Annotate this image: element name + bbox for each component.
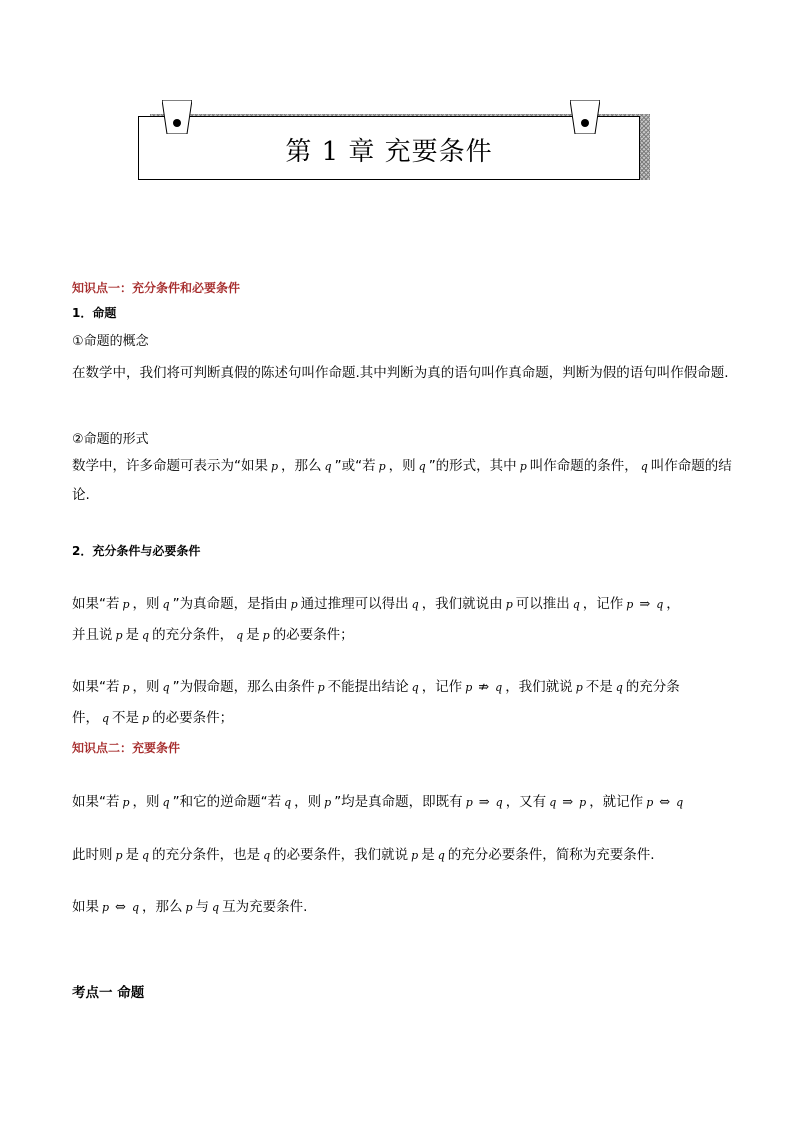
iff-symbol: ⇔: [115, 900, 126, 915]
text: ，则: [388, 458, 416, 474]
implies-symbol: ⇒: [562, 795, 574, 810]
var-p: p: [122, 598, 130, 611]
concept-label: ①命题的概念: [72, 334, 149, 349]
text: ，则: [294, 794, 322, 810]
var-q: q: [495, 796, 503, 809]
var-q: q: [236, 629, 244, 642]
var-p: p: [505, 598, 513, 611]
text: ，我们就说由: [421, 596, 503, 612]
var-p: p: [378, 460, 386, 473]
form-label: ②命题的形式: [72, 432, 149, 447]
text: ”和它的逆命题“若: [172, 794, 282, 810]
text: ，我们就说: [505, 679, 573, 695]
var-q: q: [212, 901, 220, 914]
text: 的充分条: [625, 679, 680, 695]
var-p: p: [519, 460, 527, 473]
text: ”的形式，其中: [428, 458, 517, 474]
var-q: q: [284, 796, 292, 809]
text: 互为充要条件.: [222, 899, 308, 915]
var-q: q: [142, 849, 150, 862]
text: ”均是真命题，即既有: [334, 794, 463, 810]
text: 可以推出: [515, 596, 570, 612]
text: ”为真命题，是指由: [172, 596, 288, 612]
text: 叫作命题的结论.: [72, 458, 732, 503]
text: 如果“若: [72, 794, 120, 810]
var-p: p: [185, 901, 193, 914]
text: ，那么: [142, 899, 183, 915]
text: ，则: [132, 679, 160, 695]
text: 是: [125, 847, 140, 863]
text: ，又有: [505, 794, 547, 810]
var-p: p: [626, 598, 634, 611]
text: 的充分条件，: [152, 627, 234, 643]
var-p: p: [115, 849, 123, 862]
sufficient-paragraph: [72, 589, 732, 651]
text: ，记作: [421, 679, 463, 695]
binder-tab-right-icon: [570, 100, 600, 134]
var-q: q: [102, 712, 110, 725]
not-implies-symbol: ⇏: [478, 680, 490, 695]
var-q: q: [131, 901, 139, 914]
section-2-title: 2．充分条件与必要条件: [72, 544, 201, 558]
text: ，则: [132, 794, 160, 810]
var-p: p: [122, 681, 130, 694]
var-q: q: [411, 598, 419, 611]
text: ”为假命题，那么由条件: [172, 679, 315, 695]
var-q: q: [572, 598, 580, 611]
var-p: p: [465, 681, 473, 694]
var-q: q: [495, 681, 503, 694]
text: 的必要条件；: [152, 710, 234, 726]
text: 件，: [72, 710, 99, 726]
var-p: p: [579, 796, 587, 809]
var-q: q: [142, 629, 150, 642]
text: ，: [666, 596, 680, 612]
text: 数学中，许多命题可表示为“如果: [72, 458, 268, 474]
var-p: p: [646, 796, 654, 809]
iff-definition-line: [72, 790, 686, 810]
concept-text: 在数学中，我们将可判断真假的陈述句叫作命题.其中判断为真的语句叫作真命题，判断为假的语句叫作假命题.: [72, 365, 729, 381]
text: 叫作命题的条件，: [529, 458, 638, 474]
var-q: q: [418, 460, 426, 473]
text: 此时则: [72, 847, 113, 863]
var-p: p: [324, 796, 332, 809]
var-q: q: [615, 681, 623, 694]
text: ，那么: [281, 458, 322, 474]
text: 如果“若: [72, 679, 120, 695]
var-p: p: [465, 796, 473, 809]
text: 的必要条件；: [272, 627, 354, 643]
var-q: q: [162, 796, 170, 809]
iff-mutual-line: [72, 895, 307, 915]
var-q: q: [549, 796, 557, 809]
var-p: p: [115, 629, 123, 642]
var-q: q: [263, 849, 271, 862]
var-p: p: [271, 460, 279, 473]
binder-tab-left-icon: [162, 100, 192, 134]
text: 不是: [112, 710, 140, 726]
text: 是: [125, 627, 140, 643]
text: 不是: [585, 679, 613, 695]
chapter-title: 第 1 章 充要条件: [285, 137, 493, 167]
var-p: p: [317, 681, 325, 694]
implies-symbol: ⇒: [478, 795, 490, 810]
implies-symbol: ⇒: [639, 597, 651, 612]
var-q: q: [324, 460, 332, 473]
knowledge-point-2-heading: 知识点二：充要条件: [72, 741, 181, 755]
section-1-title: 1．命题: [72, 306, 117, 320]
var-q: q: [162, 598, 170, 611]
text: 的充分条件，也是: [152, 847, 261, 863]
iff-symbol: ⇔: [659, 795, 671, 810]
text: 如果“若: [72, 596, 120, 612]
var-p: p: [575, 681, 583, 694]
not-sufficient-paragraph: [72, 672, 732, 734]
var-q: q: [656, 598, 664, 611]
var-q: q: [162, 681, 170, 694]
text: ，则: [132, 596, 160, 612]
text: 是: [246, 627, 260, 643]
text: ”或“若: [334, 458, 376, 474]
text: 与: [195, 899, 210, 915]
text: 是: [421, 847, 435, 863]
text: 并且说: [72, 627, 113, 643]
var-q: q: [676, 796, 684, 809]
iff-explanation-line: [72, 843, 655, 863]
text: 的必要条件，我们就说: [273, 847, 409, 863]
var-p: p: [102, 901, 110, 914]
var-p: p: [262, 629, 270, 642]
text: 通过推理可以得出: [300, 596, 409, 612]
var-p: p: [411, 849, 419, 862]
var-q: q: [437, 849, 445, 862]
var-q: q: [411, 681, 419, 694]
knowledge-point-1-heading: 知识点一：充分条件和必要条件: [72, 281, 241, 295]
var-p: p: [122, 796, 130, 809]
text: 的充分必要条件，简称为充要条件.: [447, 847, 655, 863]
var-p: p: [142, 712, 150, 725]
chapter-banner: [138, 100, 654, 196]
exam-point-1-heading: 考点一 命题: [72, 985, 145, 1001]
text: 不能提出结论: [327, 679, 409, 695]
text: ，记作: [582, 596, 624, 612]
text: 如果: [72, 899, 99, 915]
form-paragraph: [72, 452, 732, 510]
banner-box: [138, 116, 640, 180]
var-p: p: [290, 598, 298, 611]
var-q: q: [640, 460, 648, 473]
text: ，就记作: [589, 794, 644, 810]
